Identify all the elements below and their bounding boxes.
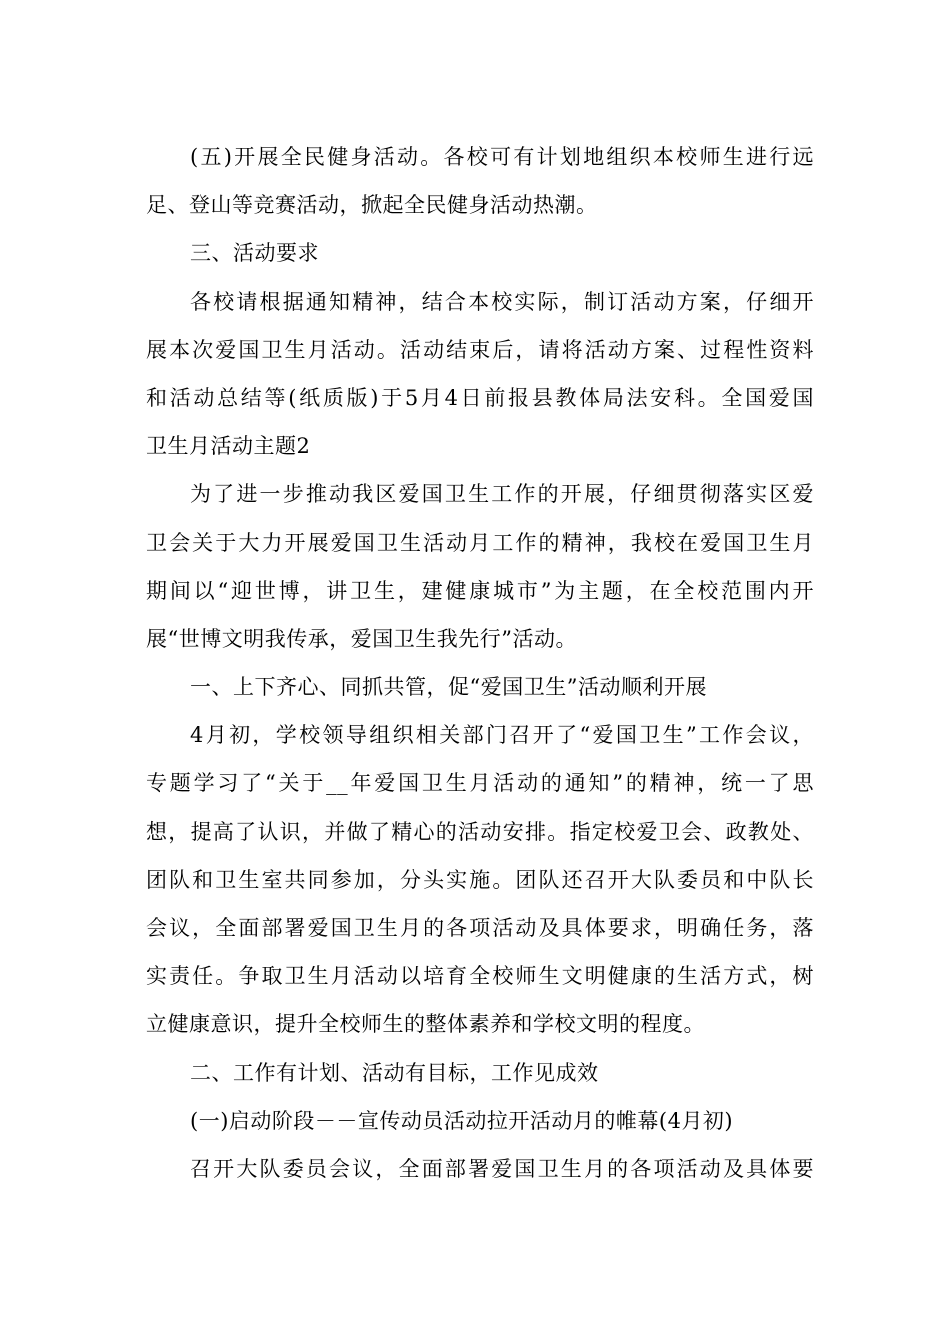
text-line: (五)开展全民健身活动。各校可有计划地组织本校师生进行远	[190, 145, 814, 169]
text-line: 专题学习了“关于__年爱国卫生月活动的通知”的精神，统一了思	[146, 771, 814, 796]
text-line: 和活动总结等(纸质版)于5月4日前报县教体局法安科。全国爱国	[146, 385, 814, 410]
text-line: 实责任。争取卫生月活动以培育全校师生文明健康的生活方式，树	[146, 964, 814, 989]
text-line: 足、登山等竞赛活动，掀起全民健身活动热潮。	[146, 193, 598, 218]
text-line: 4月初，学校领导组织相关部门召开了“爱国卫生”工作会议，	[190, 723, 814, 748]
text-line: 卫会关于大力开展爱国卫生活动月工作的精神，我校在爱国卫生月	[146, 530, 814, 555]
text-line: 三、活动要求	[190, 241, 319, 266]
text-line: 展本次爱国卫生月活动。活动结束后，请将活动方案、过程性资料	[146, 337, 814, 362]
text-line: 召开大队委员会议，全面部署爱国卫生月的各项活动及具体要	[190, 1156, 814, 1181]
text-line: 为了进一步推动我区爱国卫生工作的开展，仔细贯彻落实区爱	[190, 482, 814, 507]
text-line: 卫生月活动主题2	[146, 434, 311, 459]
text-line: 想，提高了认识，并做了精心的活动安排。指定校爱卫会、政教处、	[146, 819, 814, 844]
text-line: 展“世博文明我传承，爱国卫生我先行”活动。	[146, 626, 577, 651]
text-line: (一)启动阶段－－宣传动员活动拉开活动月的帷幕(4月初)	[190, 1108, 734, 1133]
text-line: 团队和卫生室共同参加，分头实施。团队还召开大队委员和中队长	[146, 867, 814, 892]
text-line: 一、上下齐心、同抓共管，促“爱国卫生”活动顺利开展	[190, 675, 707, 700]
text-line: 会议，全面部署爱国卫生月的各项活动及具体要求，明确任务，落	[146, 916, 814, 940]
text-line: 期间以“迎世博，讲卫生，建健康城市”为主题，在全校范围内开	[146, 578, 814, 603]
text-line: 二、工作有计划、活动有目标，工作见成效	[190, 1060, 599, 1085]
document-body	[146, 133, 814, 1193]
text-line: 各校请根据通知精神，结合本校实际，制订活动方案，仔细开	[190, 289, 814, 314]
text-line: 立健康意识，提升全校师生的整体素养和学校文明的程度。	[146, 1012, 705, 1037]
